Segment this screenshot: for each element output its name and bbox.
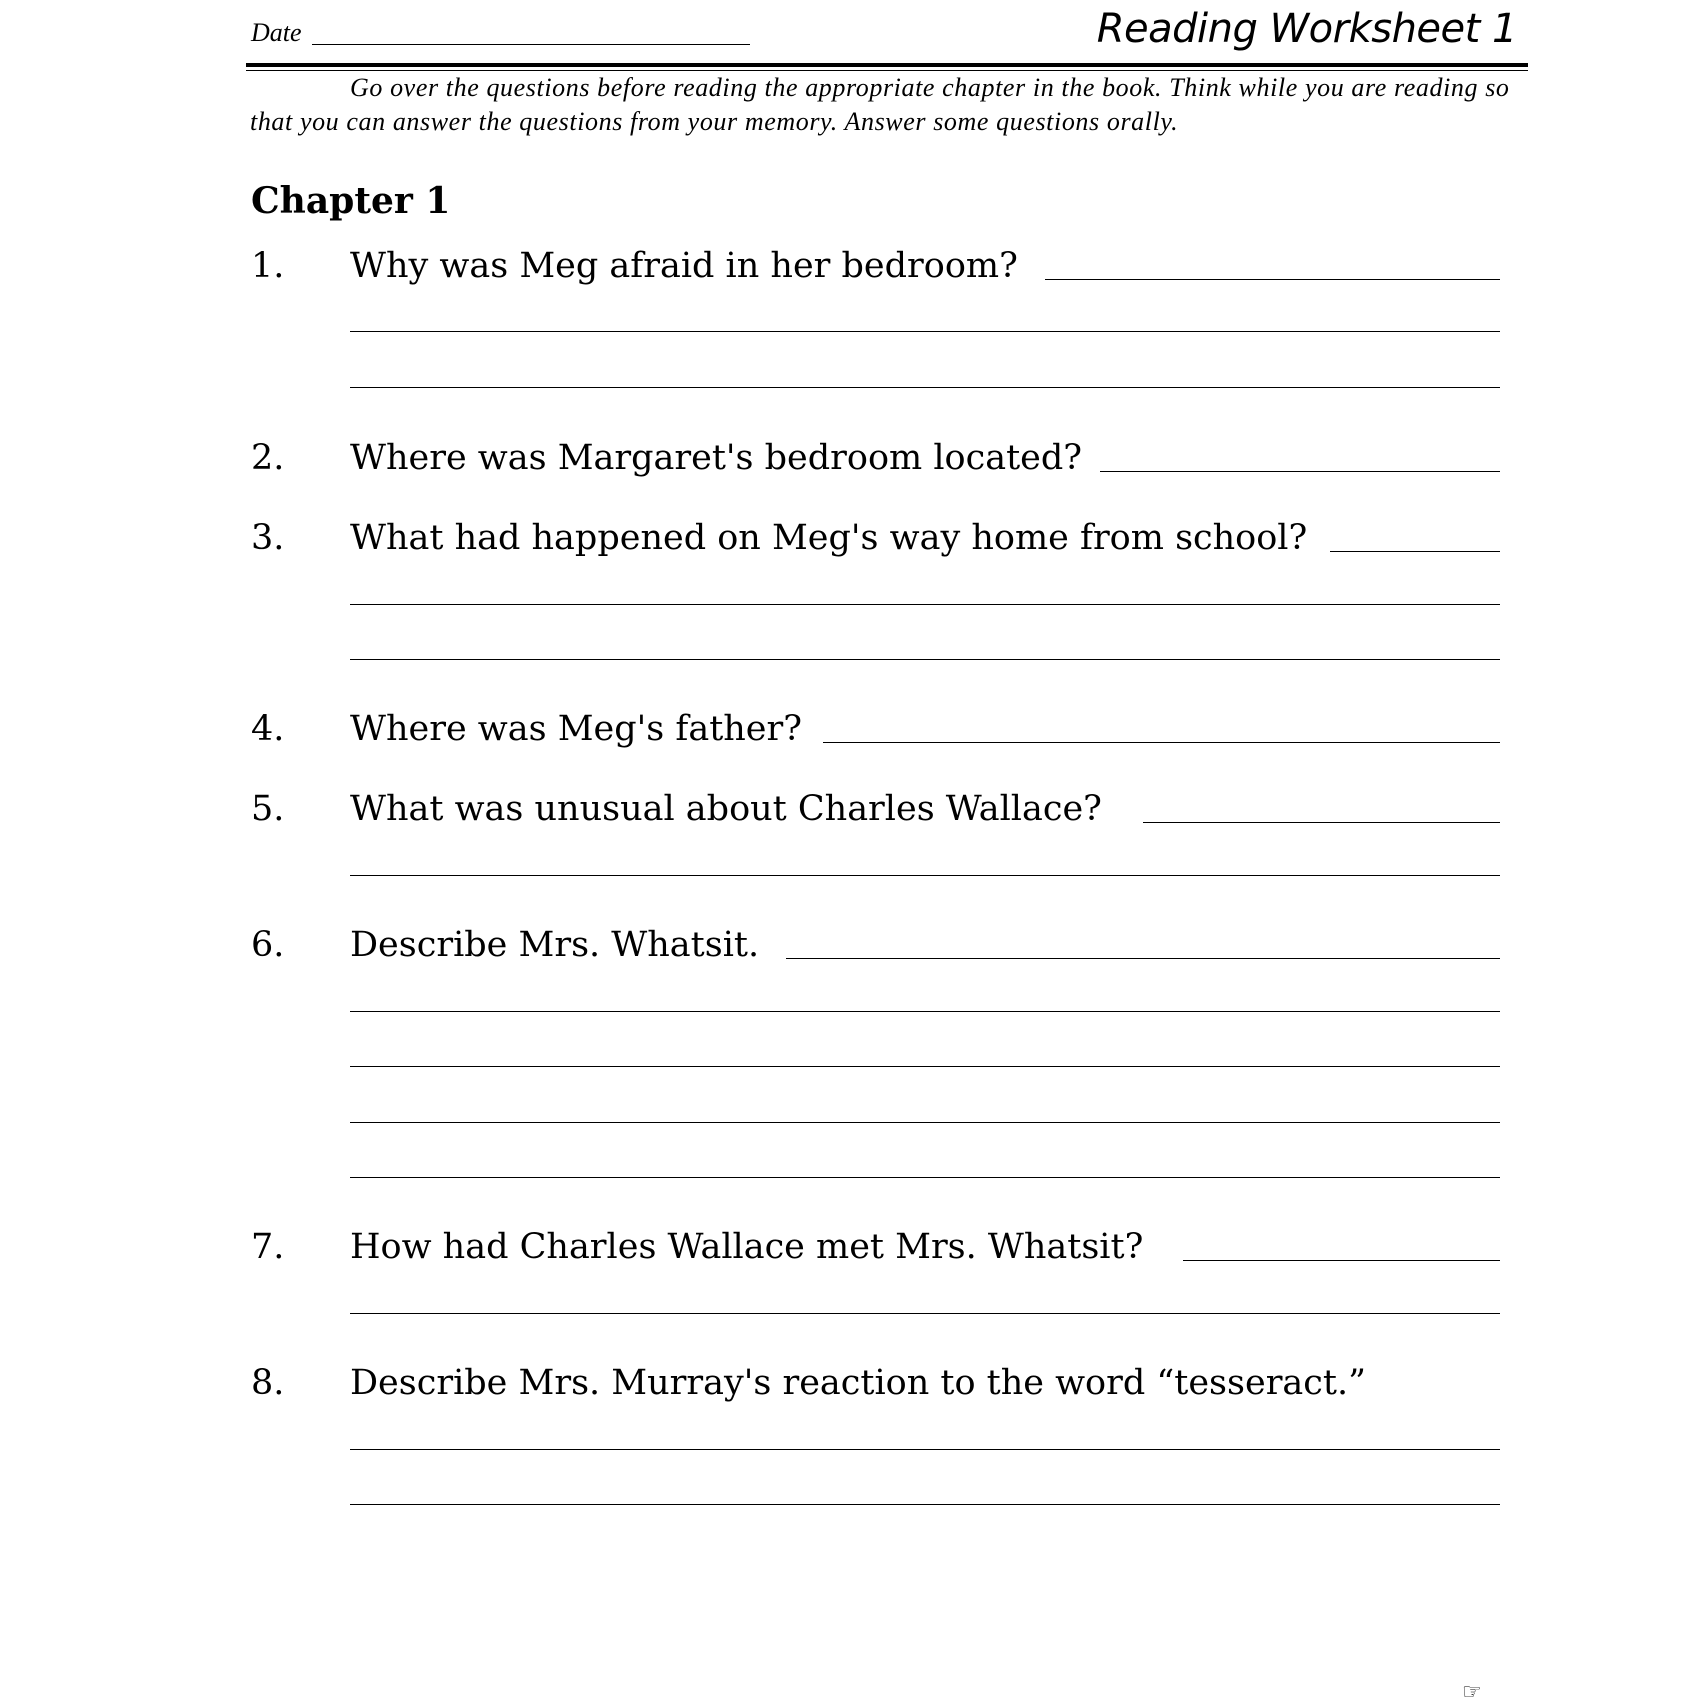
answer-line[interactable] — [350, 659, 1500, 660]
question-number: 8. — [251, 1363, 285, 1403]
answer-line[interactable] — [823, 742, 1500, 743]
question-text: Describe Mrs. Murray's reaction to the word “tesseract.” — [350, 1363, 1366, 1403]
worksheet-title: Reading Worksheet 1 — [1096, 6, 1517, 52]
answer-line[interactable] — [350, 1177, 1500, 1178]
question-text: What had happened on Meg's way home from school? — [350, 518, 1308, 558]
answer-line[interactable] — [350, 1504, 1500, 1505]
answer-line[interactable] — [350, 1066, 1500, 1067]
question-text: Where was Margaret's bedroom located? — [350, 438, 1083, 478]
answer-line[interactable] — [350, 1122, 1500, 1123]
question-text: Where was Meg's father? — [350, 709, 803, 749]
answer-line[interactable] — [350, 875, 1500, 876]
question-text: Describe Mrs. Whatsit. — [350, 925, 760, 965]
answer-line[interactable] — [1143, 822, 1500, 823]
question-number: 2. — [251, 438, 285, 478]
question-number: 1. — [251, 246, 285, 286]
chapter-heading: Chapter 1 — [251, 180, 451, 222]
question-number: 7. — [251, 1227, 285, 1267]
question-text: What was unusual about Charles Wallace? — [350, 789, 1102, 829]
question-number: 3. — [251, 518, 285, 558]
answer-line[interactable] — [1183, 1260, 1500, 1261]
answer-line[interactable] — [350, 387, 1500, 388]
instructions-paragraph: Go over the questions before reading the appropriate chapter in the book. Think while you are reading so that you can answer the questions from your memory. Answer some questions orally. — [250, 73, 1510, 136]
answer-line[interactable] — [1330, 551, 1500, 552]
answer-line[interactable] — [1045, 279, 1500, 280]
answer-line[interactable] — [350, 1011, 1500, 1012]
answer-line[interactable] — [1100, 471, 1500, 472]
date-label: Date — [251, 18, 302, 47]
answer-line[interactable] — [350, 1449, 1500, 1450]
question-number: 4. — [251, 709, 285, 749]
question-number: 5. — [251, 789, 285, 829]
header-rule-thick — [246, 63, 1528, 67]
answer-line[interactable] — [350, 604, 1500, 605]
answer-line[interactable] — [350, 331, 1500, 332]
page-turn-hand-icon: ☞ — [1462, 1680, 1482, 1700]
answer-line[interactable] — [350, 1313, 1500, 1314]
answer-line[interactable] — [786, 958, 1500, 959]
question-number: 6. — [251, 925, 285, 965]
question-text: Why was Meg afraid in her bedroom? — [350, 246, 1018, 286]
date-answer-line[interactable] — [312, 44, 750, 45]
question-text: How had Charles Wallace met Mrs. Whatsit? — [350, 1227, 1144, 1267]
